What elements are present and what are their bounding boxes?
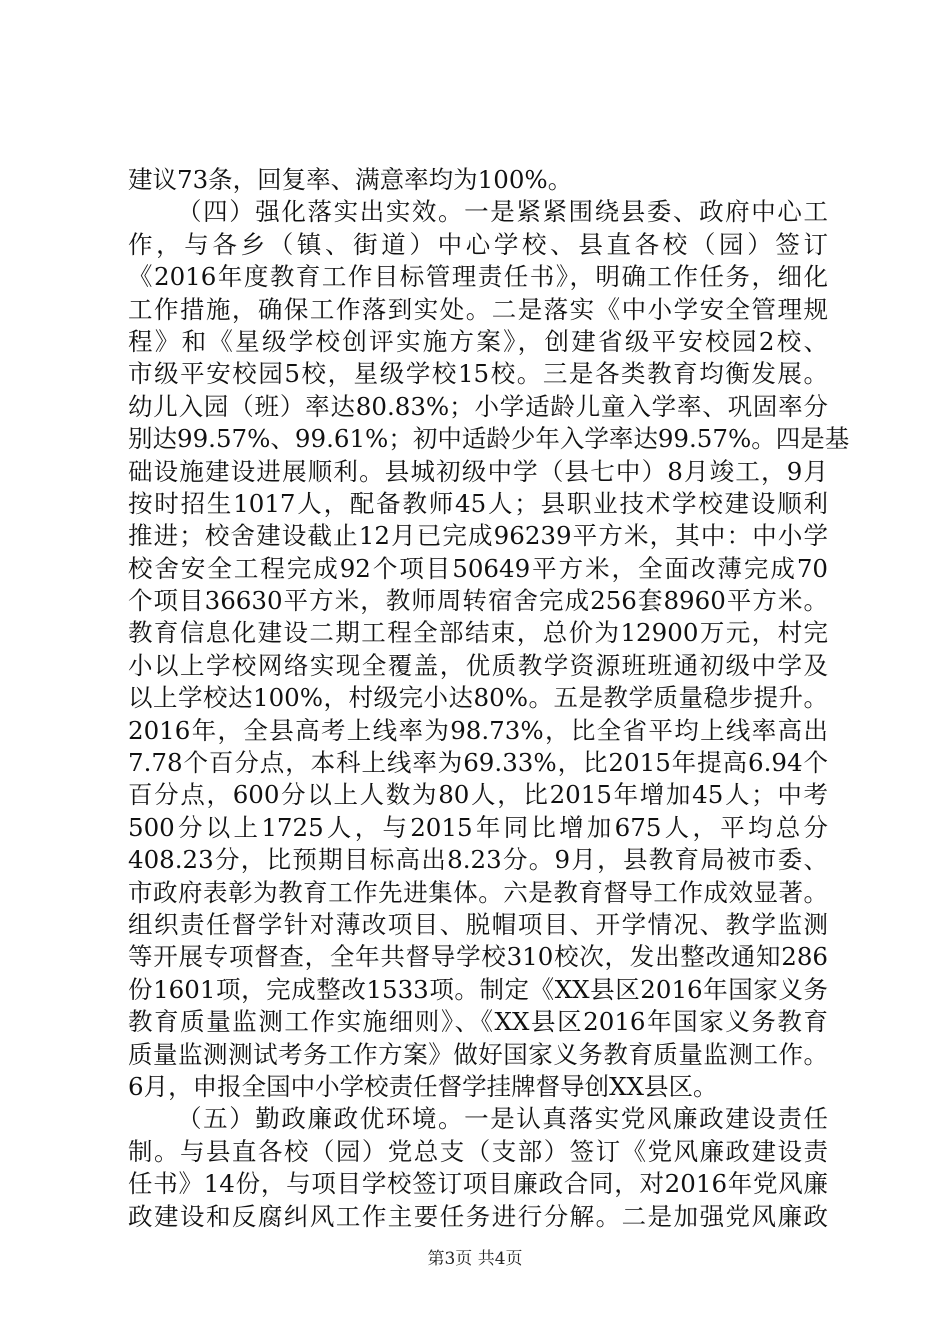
text-line: 教育信息化建设二期工程全部结束，总价为12900万元，村完	[128, 618, 828, 648]
text-line: 任书》14份，与项目学校签订项目廉政合同，对2016年党风廉	[128, 1169, 828, 1199]
text-line: 6月，申报全国中小学校责任督学挂牌督导创XX县区。	[128, 1071, 718, 1101]
text-line: 教育质量监测工作实施细则》、《XX县区2016年国家义务教育	[128, 1007, 828, 1037]
text-line: 程》和《星级学校创评实施方案》，创建省级平安校园2校、	[128, 326, 828, 356]
text-line: （五）勤政廉政优环境。一是认真落实党风廉政建设责任	[177, 1104, 828, 1134]
text-line: 408.23分，比预期目标高出8.23分。9月，县教育局被市委、	[128, 845, 828, 875]
text-line: 以上学校达100%，村级完小达80%。五是教学质量稳步提升。	[128, 683, 828, 713]
text-line: 500分以上1725人，与2015年同比增加675人，平均总分	[128, 812, 828, 842]
text-line: 制。与县直各校（园）党总支（支部）签订《党风廉政建设责	[128, 1136, 828, 1166]
text-line: 市级平安校园5校，星级学校15校。三是各类教育均衡发展。	[128, 359, 828, 389]
text-line: 7.78个百分点，本科上线率为69.33%，比2015年提高6.94个	[128, 748, 828, 778]
text-line: 质量监测测试考务工作方案》做好国家义务教育质量监测工作。	[128, 1039, 828, 1069]
text-line: 幼儿入园（班）率达80.83%；小学适龄儿童入学率、巩固率分	[128, 391, 828, 421]
text-line: 组织责任督学针对薄改项目、脱帽项目、开学情况、教学监测	[128, 909, 828, 939]
text-line: 校舍安全工程完成92个项目50649平方米，全面改薄完成70	[128, 553, 828, 583]
text-line: 按时招生1017人，配备教师45人；县职业技术学校建设顺利	[128, 488, 828, 518]
text-line: 个项目36630平方米，教师周转宿舍完成256套8960平方米。	[128, 586, 828, 616]
text-line: 建议73条，回复率、满意率均为100%。	[128, 165, 573, 194]
text-line: 推进；校舍建设截止12月已完成96239平方米，其中：中小学	[128, 521, 828, 551]
text-line: 《2016年度教育工作目标管理责任书》，明确工作任务，细化	[128, 262, 828, 292]
text-line: 础设施建设进展顺利。县城初级中学（县七中）8月竣工，9月	[128, 456, 828, 486]
text-line: 份1601项，完成整改1533项。制定《XX县区2016年国家义务	[128, 974, 828, 1004]
text-line: 政建设和反腐纠风工作主要任务进行分解。二是加强党风廉政	[128, 1201, 828, 1231]
text-line: 百分点，600分以上人数为80人，比2015年增加45人；中考	[128, 780, 828, 810]
text-line: （四）强化落实出实效。一是紧紧围绕县委、政府中心工	[177, 197, 828, 227]
text-line: 等开展专项督查，全年共督导学校310校次，发出整改通知286	[128, 942, 828, 972]
text-line: 作，与各乡（镇、街道）中心学校、县直各校（园）签订	[128, 229, 828, 259]
text-line: 别达99.57%、99.61%；初中适龄少年入学率达99.57%。四是基	[128, 424, 850, 454]
text-line: 小以上学校网络实现全覆盖，优质教学资源班班通初级中学及	[128, 650, 828, 680]
page-footer: 第3页 共4页	[427, 1249, 523, 1269]
text-line: 市政府表彰为教育工作先进集体。六是教育督导工作成效显著。	[128, 877, 828, 907]
text-line: 工作措施，确保工作落到实处。二是落实《中小学安全管理规	[128, 294, 828, 324]
document-body	[128, 164, 850, 1233]
text-line: 2016年，全县高考上线率为98.73%，比全省平均上线率高出	[128, 715, 828, 745]
